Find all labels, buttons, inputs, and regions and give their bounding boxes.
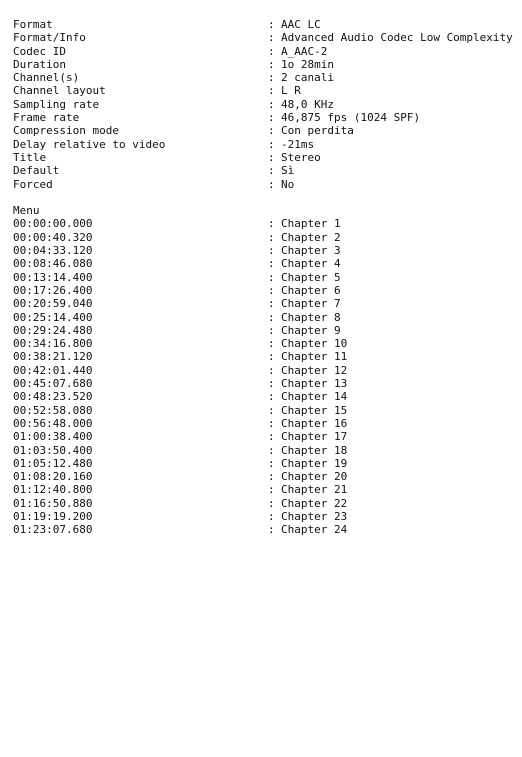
chapter-label: Chapter 11 <box>281 350 348 364</box>
property-key: Format <box>13 18 53 31</box>
separator: : <box>268 124 282 138</box>
chapter-label: Chapter 12 <box>281 363 348 377</box>
property-row <box>13 45 513 58</box>
separator: : <box>268 350 282 364</box>
chapter-label: Chapter 9 <box>281 323 341 337</box>
menu-section <box>13 204 513 536</box>
chapter-label: Chapter 6 <box>281 283 341 297</box>
separator: : <box>268 164 282 178</box>
property-key: Compression mode <box>13 124 119 138</box>
separator: : <box>268 496 282 510</box>
chapter-row <box>13 364 513 377</box>
chapter-time: 00:20:59.040 <box>13 297 93 311</box>
chapter-time: 00:29:24.480 <box>13 323 93 337</box>
chapter-row <box>13 390 513 403</box>
chapter-row <box>13 497 513 510</box>
property-value: Stereo <box>281 150 321 164</box>
property-key: Delay relative to video <box>13 137 166 151</box>
separator: : <box>268 456 282 470</box>
chapter-label: Chapter 18 <box>281 443 348 457</box>
separator: : <box>268 111 282 125</box>
property-key: Duration <box>13 57 66 71</box>
separator: : <box>268 57 282 71</box>
chapter-label: Chapter 4 <box>281 257 341 271</box>
chapter-row <box>13 324 513 337</box>
chapter-time: 00:56:48.000 <box>13 416 93 430</box>
chapter-row <box>13 311 513 324</box>
separator: : <box>268 483 282 497</box>
separator: : <box>268 509 282 523</box>
separator: : <box>268 323 282 337</box>
separator: : <box>268 337 282 351</box>
property-key: Codec ID <box>13 44 66 58</box>
chapter-time: 00:04:33.120 <box>13 244 93 258</box>
separator: : <box>268 416 282 430</box>
chapter-row <box>13 297 513 310</box>
separator: : <box>268 177 282 191</box>
separator: : <box>268 31 282 45</box>
property-row <box>13 138 513 151</box>
property-value: 46,875 fps (1024 SPF) <box>281 111 421 125</box>
property-row <box>13 18 513 31</box>
separator: : <box>268 44 282 58</box>
chapter-row <box>13 523 513 536</box>
separator: : <box>268 270 282 284</box>
chapter-label: Chapter 24 <box>281 523 348 537</box>
chapter-time: 00:38:21.120 <box>13 350 93 364</box>
chapter-label: Chapter 1 <box>281 217 341 231</box>
chapter-row <box>13 217 513 230</box>
chapter-row <box>13 417 513 430</box>
property-row <box>13 124 513 137</box>
property-key: Title <box>13 150 47 164</box>
audio-properties <box>13 18 513 191</box>
chapter-label: Chapter 8 <box>281 310 341 324</box>
chapter-row <box>13 444 513 457</box>
separator: : <box>268 283 282 297</box>
property-row <box>13 178 513 191</box>
property-key: Channel layout <box>13 84 106 98</box>
property-key: Format/Info <box>13 31 86 45</box>
separator: : <box>268 523 282 537</box>
menu-heading: Menu <box>13 204 40 218</box>
chapter-time: 00:34:16.800 <box>13 337 93 351</box>
chapter-time: 00:48:23.520 <box>13 390 93 404</box>
property-row <box>13 31 513 44</box>
property-key: Sampling rate <box>13 97 100 111</box>
chapter-label: Chapter 7 <box>281 297 341 311</box>
chapter-time: 00:00:40.320 <box>13 230 93 244</box>
chapter-label: Chapter 19 <box>281 456 348 470</box>
separator: : <box>268 18 282 31</box>
separator: : <box>268 443 282 457</box>
property-value: L R <box>281 84 301 98</box>
property-value: No <box>281 177 295 191</box>
separator: : <box>268 230 282 244</box>
chapter-row <box>13 377 513 390</box>
chapter-time: 00:13:14.400 <box>13 270 93 284</box>
property-row <box>13 58 513 71</box>
chapter-row <box>13 337 513 350</box>
chapter-row <box>13 470 513 483</box>
property-value: A_AAC-2 <box>281 44 328 58</box>
chapter-label: Chapter 5 <box>281 270 341 284</box>
chapter-label: Chapter 16 <box>281 416 348 430</box>
property-row <box>13 151 513 164</box>
chapter-time: 01:16:50.880 <box>13 496 93 510</box>
chapter-time: 01:00:38.400 <box>13 430 93 444</box>
separator: : <box>268 377 282 391</box>
property-key: Default <box>13 164 60 178</box>
chapter-label: Chapter 13 <box>281 377 348 391</box>
chapter-label: Chapter 15 <box>281 403 348 417</box>
chapter-label: Chapter 14 <box>281 390 348 404</box>
chapter-label: Chapter 23 <box>281 509 348 523</box>
property-value: 1o 28min <box>281 57 334 71</box>
property-row <box>13 84 513 97</box>
chapter-row <box>13 430 513 443</box>
blank-line <box>13 191 513 204</box>
chapter-time: 01:19:19.200 <box>13 509 93 523</box>
media-info-document <box>13 18 513 537</box>
chapter-time: 00:17:26.400 <box>13 283 93 297</box>
chapter-label: Chapter 22 <box>281 496 348 510</box>
property-key: Frame rate <box>13 111 80 125</box>
property-row <box>13 164 513 177</box>
chapter-row <box>13 257 513 270</box>
chapter-label: Chapter 10 <box>281 337 348 351</box>
chapter-time: 00:52:58.080 <box>13 403 93 417</box>
separator: : <box>268 84 282 98</box>
separator: : <box>268 150 282 164</box>
property-value: Sì <box>281 164 295 178</box>
separator: : <box>268 244 282 258</box>
separator: : <box>268 430 282 444</box>
property-key: Channel(s) <box>13 71 80 85</box>
separator: : <box>268 470 282 484</box>
chapter-label: Chapter 21 <box>281 483 348 497</box>
chapter-label: Chapter 2 <box>281 230 341 244</box>
separator: : <box>268 310 282 324</box>
chapter-time: 00:00:00.000 <box>13 217 93 231</box>
chapter-time: 00:08:46.080 <box>13 257 93 271</box>
property-row <box>13 111 513 124</box>
property-row <box>13 71 513 84</box>
separator: : <box>268 257 282 271</box>
separator: : <box>268 297 282 311</box>
chapter-row <box>13 510 513 523</box>
chapter-time: 01:05:12.480 <box>13 456 93 470</box>
chapter-row <box>13 284 513 297</box>
chapter-label: Chapter 3 <box>281 244 341 258</box>
chapter-time: 01:12:40.800 <box>13 483 93 497</box>
property-key: Forced <box>13 177 53 191</box>
property-value: Con perdita <box>281 124 354 138</box>
property-row <box>13 98 513 111</box>
property-value: 2 canali <box>281 71 334 85</box>
property-value: AAC LC <box>281 18 321 31</box>
separator: : <box>268 137 282 151</box>
chapter-label: Chapter 17 <box>281 430 348 444</box>
separator: : <box>268 403 282 417</box>
chapter-time: 00:25:14.400 <box>13 310 93 324</box>
chapter-label: Chapter 20 <box>281 470 348 484</box>
chapter-row <box>13 350 513 363</box>
property-value: -21ms <box>281 137 315 151</box>
separator: : <box>268 363 282 377</box>
chapter-row <box>13 404 513 417</box>
separator: : <box>268 390 282 404</box>
chapter-row <box>13 457 513 470</box>
chapter-row <box>13 483 513 496</box>
chapter-time: 01:08:20.160 <box>13 470 93 484</box>
separator: : <box>268 71 282 85</box>
chapter-time: 01:23:07.680 <box>13 523 93 537</box>
property-value: Advanced Audio Codec Low Complexity <box>281 31 513 45</box>
separator: : <box>268 97 282 111</box>
property-value: 48,0 KHz <box>281 97 334 111</box>
chapter-time: 00:42:01.440 <box>13 363 93 377</box>
chapter-row <box>13 244 513 257</box>
chapter-row <box>13 271 513 284</box>
chapter-time: 00:45:07.680 <box>13 377 93 391</box>
chapter-time: 01:03:50.400 <box>13 443 93 457</box>
chapter-row <box>13 231 513 244</box>
separator: : <box>268 217 282 231</box>
